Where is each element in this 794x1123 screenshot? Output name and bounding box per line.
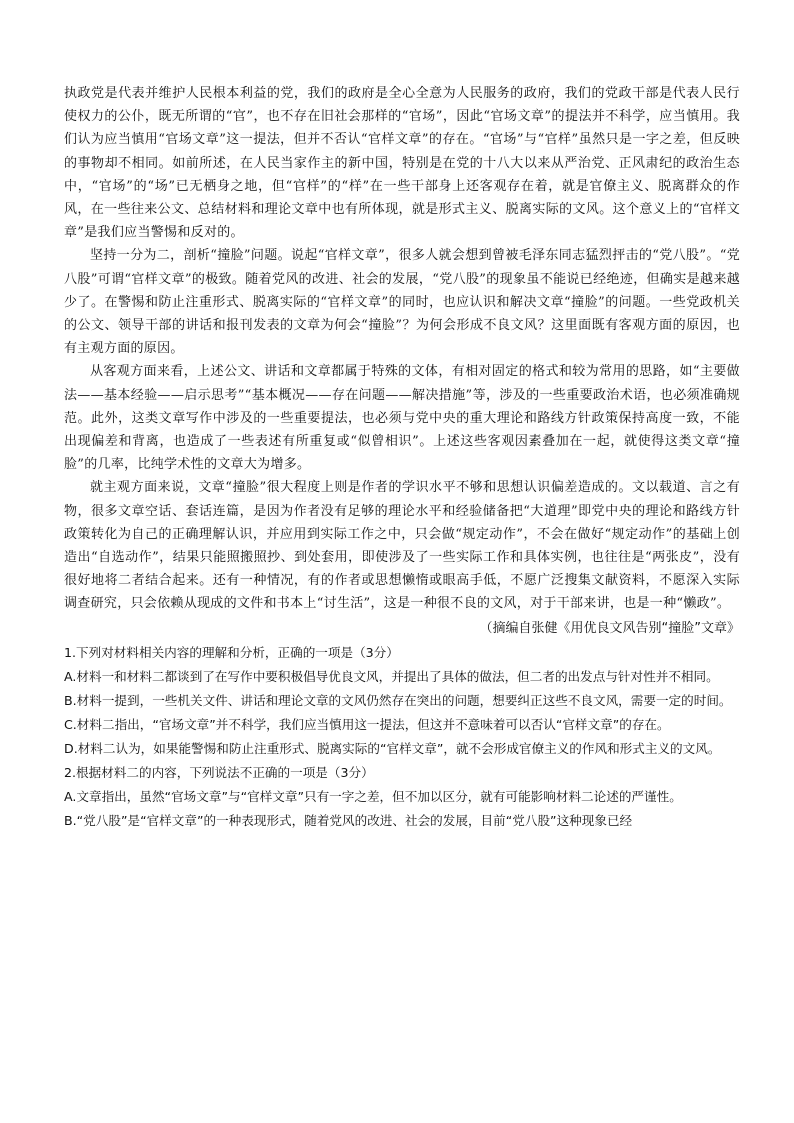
question-1-option-d: D.材料二认为，如果能警惕和防止注重形式、脱离实际的“官样文章”，就不会形成官僚主义的作风和形式主义的文风。 [64, 740, 721, 756]
material-paragraph-4: 就主观方面来说，文章“撞脸”很大程度上则是作者的学识水平不够和思想认识偏差造成的。文以载道、言之有物，很多文章空话、套话连篇，是因为作者没有足够的理论水平和经验储备把“大道理”即党中央的理论和路线方针政策转化为自己的正确理解认识，并应用到实际工作之中，只会做“规定动作”，不会在做好“规定动作”的基础上创造出“自选动作”，结果只能照搬照抄、到处套用，即使涉及了一些实际工作和具体实例，也往往是“两张皮”，没有很好地将二者结合起来。还有一种情况，有的作者或思想懒惰或眼高手低，不愿广泛搜集文献资料，不愿深入实际调查研究，只会依赖从现成的文件和书本上“讨生活”，这是一种很不良的文风，对于干部来讲，也是一种“懒政”。 [64, 480, 740, 612]
document-page [64, 82, 740, 833]
question-1-option-a: A.材料一和材料二都谈到了在写作中要积极倡导优良文风，并提出了具体的做法，但二者的出发点与针对性并不相同。 [64, 668, 719, 684]
question-1-option-b: B.材料一提到，一些机关文件、讲话和理论文章的文风仍然存在突出的问题，想要纠正这些不良文风，需要一定的时间。 [64, 692, 732, 708]
question-2-stem: 2.根据材料二的内容，下列说法不正确的一项是（3分） [64, 764, 374, 780]
material-paragraph-3: 从客观方面来看，上述公文、讲话和文章都属于特殊的文体，有相对固定的格式和较为常用的思路，如“主要做法——基本经验——启示思考”“基本概况——存在问题——解决措施”等，涉及的一些重要政治术语，也必须准确规范。此外，这类文章写作中涉及的一些重要提法，也必须与党中央的重大理论和路线方针政策保持高度一致，不能出现偏差和背离，也造成了一些表述有所重复或“似曾相识”。上述这些客观因素叠加在一起，就使得这类文章“撞脸”的几率，比纯学术性的文章大为增多。 [64, 364, 740, 473]
question-1-option-c: C.材料二指出，“官场文章”并不科学，我们应当慎用这一提法，但这并不意味着可以否认“官样文章”的存在。 [64, 716, 670, 732]
question-2 [64, 761, 740, 833]
material-source-citation: （摘编自张健《用优良文风告别“撞脸”文章》 [479, 620, 740, 636]
material-paragraph-1: 执政党是代表并维护人民根本利益的党，我们的政府是全心全意为人民服务的政府，我们的党政干部是代表人民行使权力的公仆，既无所谓的“官”，也不存在旧社会那样的“官场”，因此“官场文章”的提法并不科学，应当慎用。我们认为应当慎用“官场文章”这一提法，但并不否认“官样文章”的存在。“官场”与“官样”虽然只是一字之差，但反映的事物却不相同。如前所述，在人民当家作主的新中国，特别是在党的十八大以来从严治党、正风肃纪的政治生态中，“官场”的“场”已无栖身之地，但“官样”的“样”在一些干部身上还客观存在着，就是官僚主义、脱离群众的作风，在一些往来公文、总结材料和理论文章中也有所体现，就是形式主义、脱离实际的文风。这个意义上的“官样文章”是我们应当警惕和反对的。 [64, 86, 740, 241]
question-2-option-b: B.“党八股”是“官样文章”的一种表现形式，随着党风的改进、社会的发展，目前“党八股”这种现象已经 [64, 812, 633, 828]
material-paragraph-2: 坚持一分为二，剖析“撞脸”问题。说起“官样文章”，很多人就会想到曾被毛泽东同志猛烈抨击的“党八股”。“党八股”可谓“官样文章”的极致。随着党风的改进、社会的发展，“党八股”的现象虽不能说已经绝迹，但确实是越来越少了。在警惕和防止注重形式、脱离实际的“官样文章”的同时，也应认识和解决文章“撞脸”的问题。一些党政机关的公文、领导干部的讲话和报刊发表的文章为何会“撞脸”？为何会形成不良文风？这里面既有客观方面的原因，也有主观方面的原因。 [64, 248, 740, 357]
question-1-stem: 1.下列对材料相关内容的理解和分析，正确的一项是（3分） [64, 644, 399, 660]
question-2-option-a: A.文章指出，虽然“官场文章”与“官样文章”只有一字之差，但不加以区分，就有可能影响材料二论述的严谨性。 [64, 788, 682, 804]
question-1 [64, 641, 740, 761]
